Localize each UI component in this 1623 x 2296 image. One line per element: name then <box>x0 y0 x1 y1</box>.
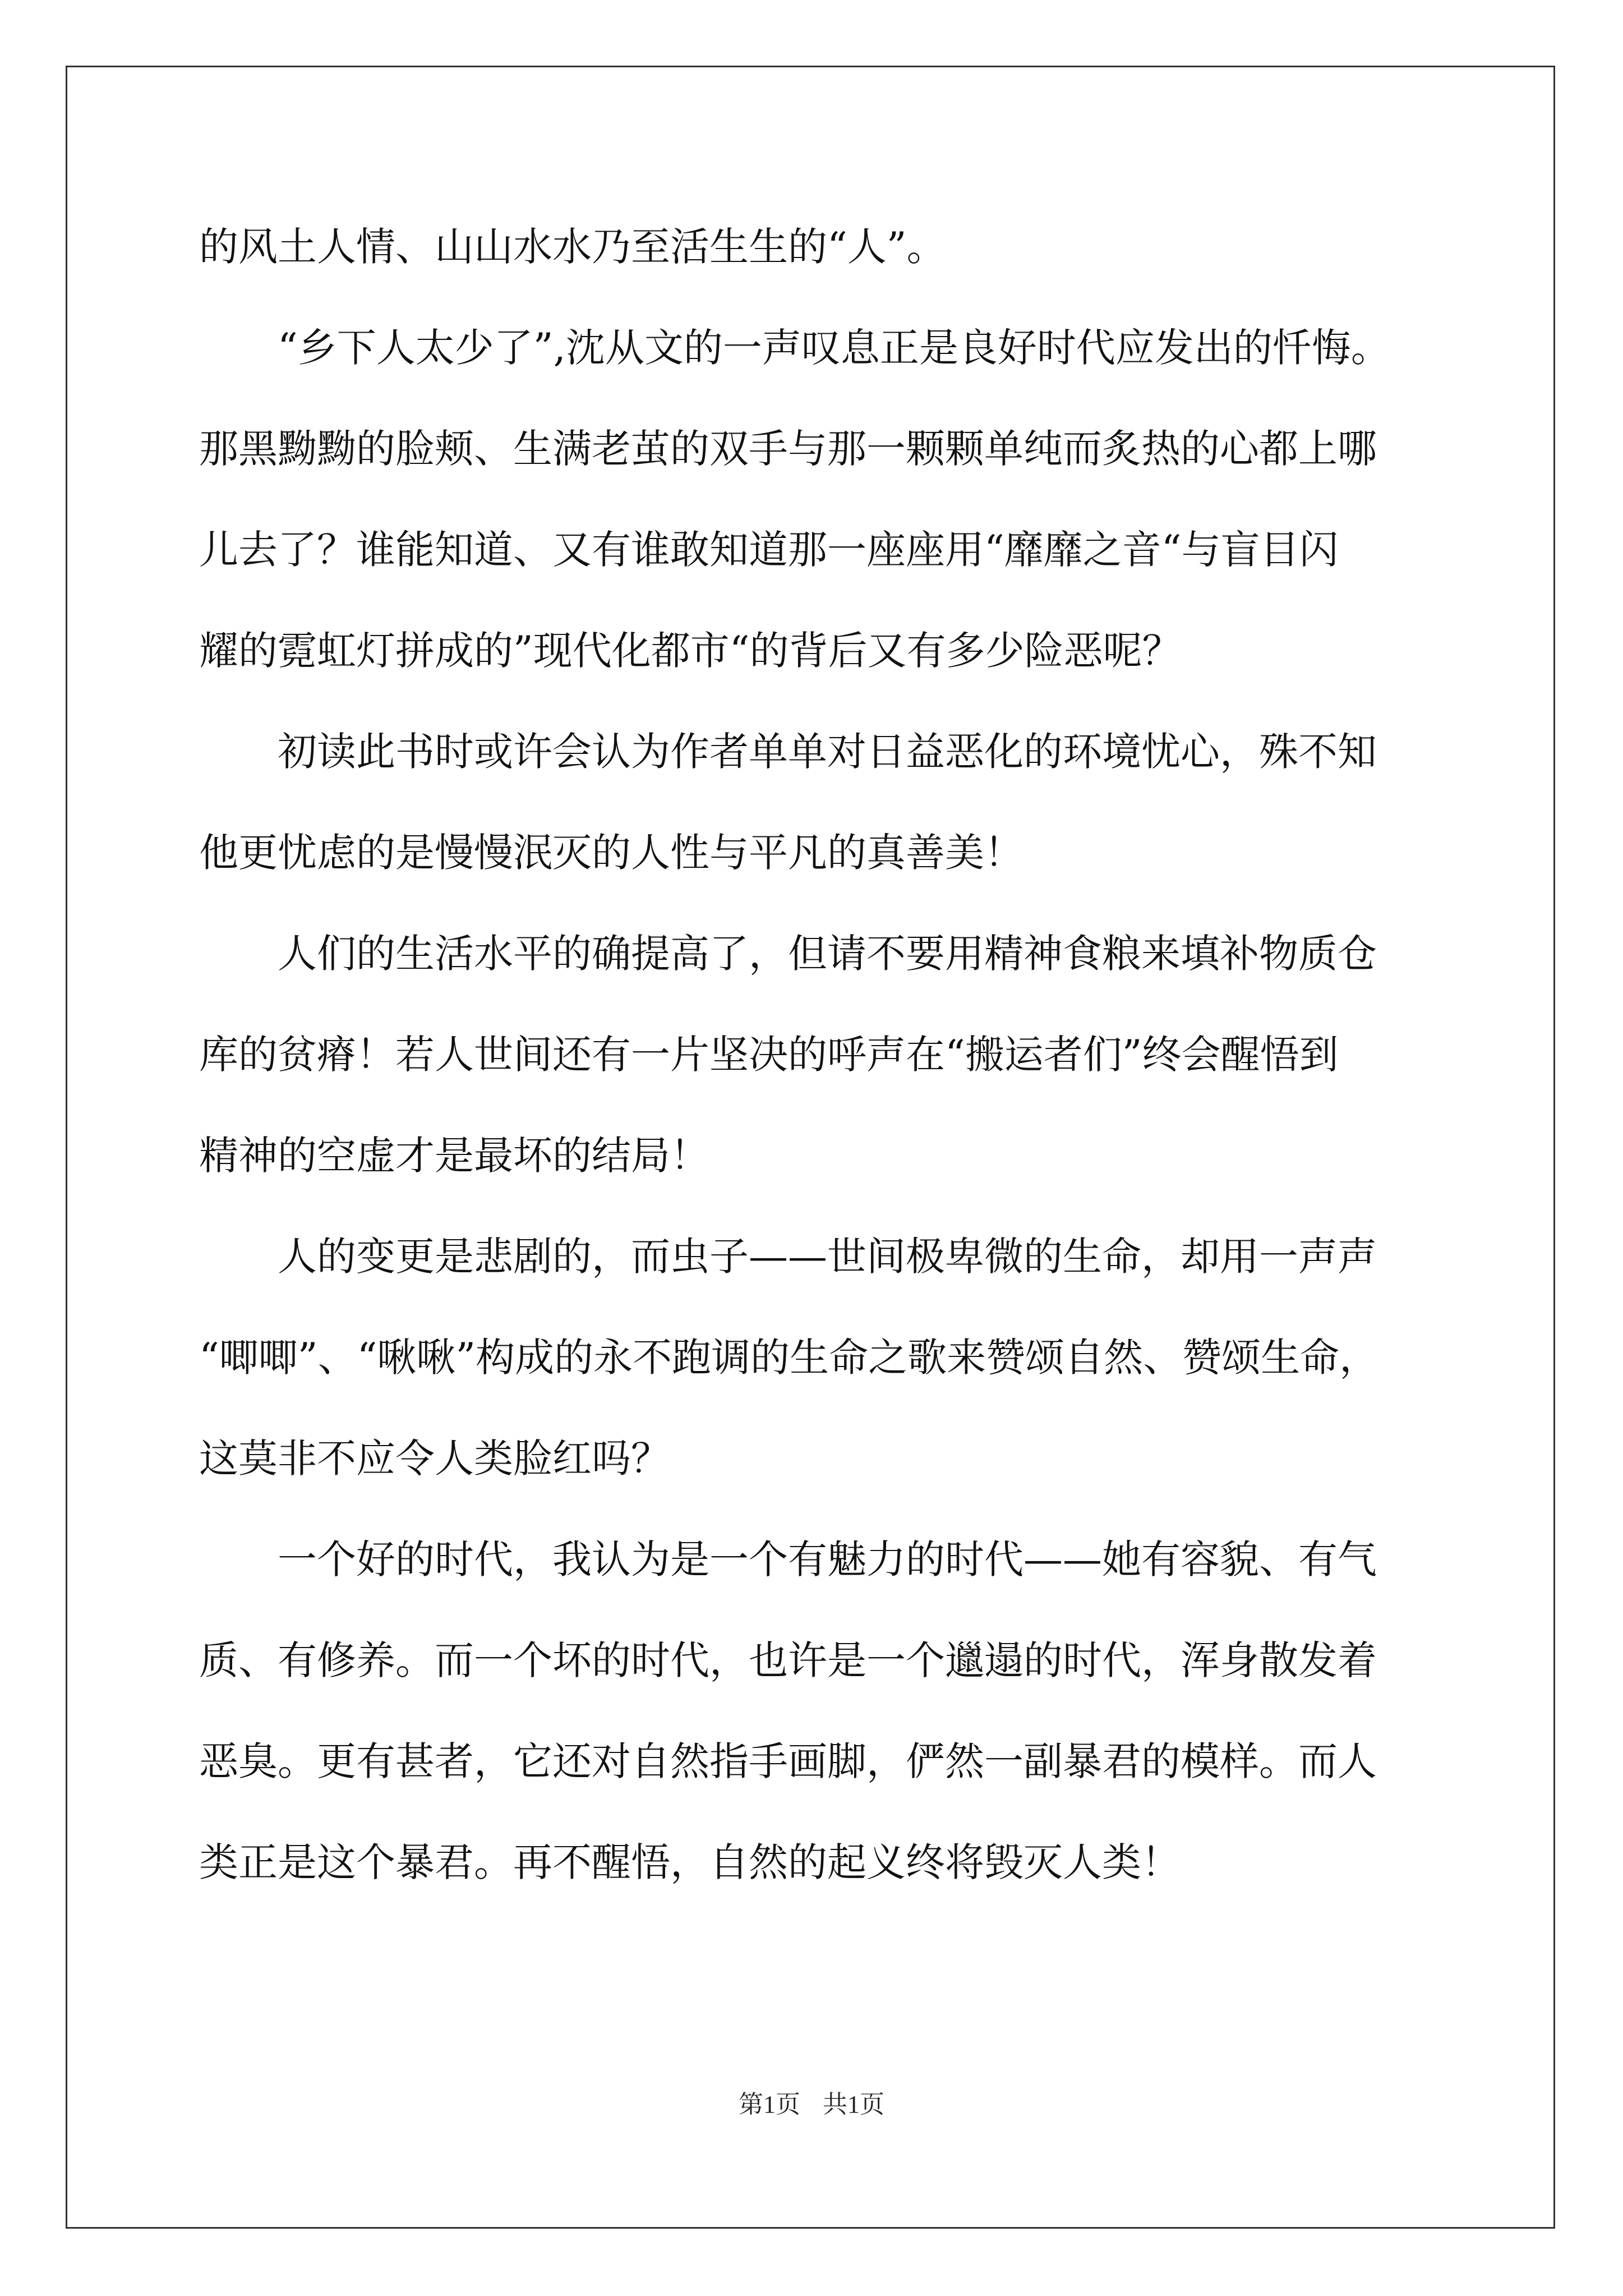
text-line: 人们的生活水平的确提高了，但请不要用精神食粮来填补物质仓 <box>278 931 1377 977</box>
text-line: 初读此书时或许会认为作者单单对日益恶化的环境忧心，殊不知 <box>278 729 1377 775</box>
text-line: 这莫非不应令人类脸红吗？ <box>199 1435 670 1481</box>
text-line: 耀的霓虹灯拼成的”现代化都市“的背后又有多少险恶呢？ <box>199 628 1182 674</box>
text-line: 儿去了？谁能知道、又有谁敢知道那一座座用“靡靡之音“与盲目闪 <box>199 527 1339 573</box>
text-line: “唧唧”、“啾啾”构成的永不跑调的生命之歌来赞颂自然、赞颂生命， <box>199 1335 1379 1381</box>
text-line: 那黑黝黝的脸颊、生满老茧的双手与那一颗颗单纯而炙热的心都上哪 <box>199 426 1377 472</box>
text-line: 他更忧虑的是慢慢泯灭的人性与平凡的真善美！ <box>199 830 1023 876</box>
text-line: 质、有修养。而一个坏的时代，也许是一个邋遢的时代，浑身散发着 <box>199 1637 1377 1683</box>
text-line: 精神的空虚才是最坏的结局！ <box>199 1133 709 1179</box>
page-footer <box>0 2084 1623 2120</box>
text-line: 一个好的时代，我认为是一个有魅力的时代——她有容貌、有气 <box>278 1536 1377 1582</box>
text-line: “乡下人太少了”,沈从文的一声叹息正是良好时代应发出的忏悔。 <box>278 325 1390 371</box>
page-total: 共1页 <box>823 2091 884 2118</box>
text-line: 人的变更是悲剧的，而虫子——世间极卑微的生命，却用一声声 <box>278 1234 1377 1280</box>
text-line: 库的贫瘠！若人世间还有一片坚决的呼声在“搬运者们”终会醒悟到 <box>199 1032 1339 1078</box>
page-number: 第1页 <box>739 2091 800 2118</box>
text-line: 的风土人情、山山水水乃至活生生的“人”。 <box>199 224 946 270</box>
text-line: 类正是这个暴君。再不醒悟，自然的起义终将毁灭人类！ <box>199 1839 1181 1885</box>
text-line: 恶臭。更有甚者，它还对自然指手画脚，俨然一副暴君的模样。而人 <box>199 1738 1377 1784</box>
